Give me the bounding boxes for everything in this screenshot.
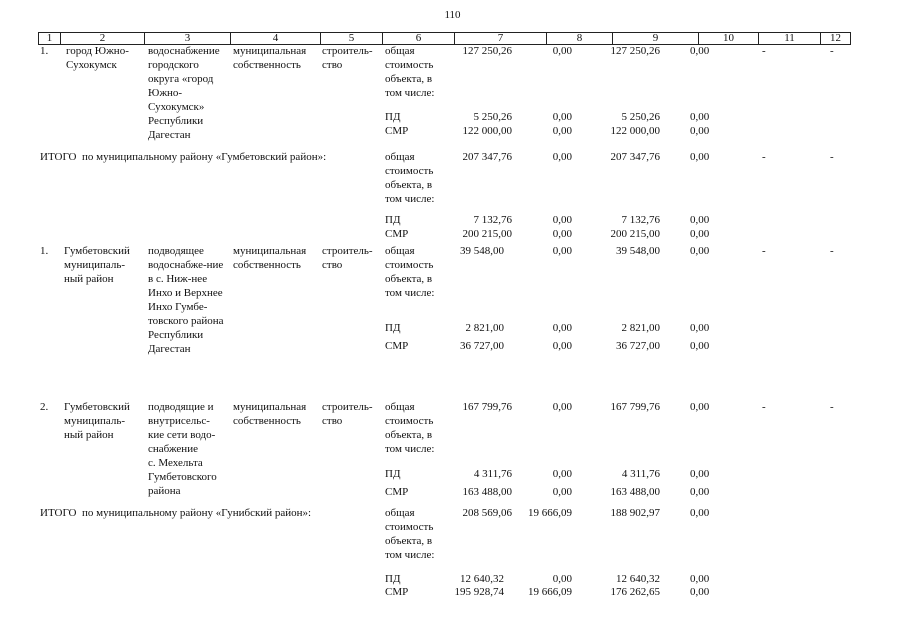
municipality-cell: Гумбетовский муниципаль- ный район — [64, 401, 130, 441]
value-col10: 0,00 — [690, 45, 710, 57]
smr-col7: 163 488,00 — [462, 486, 512, 498]
page-number: 110 — [444, 9, 461, 21]
smr-label: СМР — [385, 340, 409, 352]
smr-col8: 0,00 — [552, 125, 572, 137]
col-header: 8 — [547, 33, 613, 45]
col-header: 7 — [455, 33, 547, 45]
ownership-cell: муниципальная собственность — [233, 401, 307, 427]
value-col9: 127 250,26 — [610, 45, 660, 57]
pd-col7: 7 132,76 — [473, 214, 512, 226]
pd-col9: 4 311,76 — [621, 468, 660, 480]
col-header: 5 — [321, 33, 383, 45]
pd-col8: 0,00 — [552, 111, 572, 123]
value-col7: 127 250,26 — [462, 45, 512, 57]
smr-col9: 163 488,00 — [610, 486, 660, 498]
total-label: ИТОГО по муниципальному району «Гумбетовский район»: — [40, 151, 327, 163]
value-col7: 167 799,76 — [462, 401, 512, 413]
ownership-cell: муниципальная собственность — [233, 45, 307, 71]
row-number: 2. — [40, 401, 49, 413]
pd-label: ПД — [385, 111, 401, 123]
smr-col10: 0,00 — [690, 125, 710, 137]
smr-col9: 200 215,00 — [610, 228, 660, 240]
pd-label: ПД — [385, 468, 401, 480]
smr-col9: 122 000,00 — [610, 125, 660, 137]
object-name-cell: подводящие и внутрисельс- кие сети водо- снабжение с. Мехельта Гумбетовского района — [148, 401, 217, 497]
pd-col10: 0,00 — [690, 322, 710, 334]
col-header: 10 — [699, 33, 759, 45]
row-number: 1. — [40, 45, 49, 57]
pd-col10: 0,00 — [690, 111, 710, 123]
municipality-cell: город Южно- Сухокумск — [66, 45, 129, 71]
smr-col7: 195 928,74 — [454, 586, 504, 598]
value-col7: 39 548,00 — [460, 245, 504, 257]
value-col8: 19 666,09 — [528, 507, 572, 519]
value-col9: 167 799,76 — [610, 401, 660, 413]
cost-label-cell: общая стоимость объекта, в том числе: — [385, 45, 435, 99]
pd-label: ПД — [385, 214, 401, 226]
value-col11: - — [762, 401, 766, 413]
work-type-cell: строитель- ство — [322, 45, 373, 71]
smr-col10: 0,00 — [690, 486, 710, 498]
cost-label-cell: общая стоимость объекта, в том числе: — [385, 401, 435, 455]
ownership-cell: муниципальная собственность — [233, 245, 307, 271]
pd-label: ПД — [385, 573, 401, 585]
value-col11: - — [762, 151, 766, 163]
work-type-cell: строитель- ство — [322, 401, 373, 427]
pd-col8: 0,00 — [552, 214, 572, 226]
pd-col8: 0,00 — [552, 322, 572, 334]
value-col9: 188 902,97 — [610, 507, 660, 519]
smr-col8: 19 666,09 — [528, 586, 572, 598]
pd-col8: 0,00 — [552, 573, 572, 585]
smr-col7: 36 727,00 — [460, 340, 504, 352]
smr-col8: 0,00 — [552, 228, 572, 240]
value-col7: 208 569,06 — [462, 507, 512, 519]
smr-col10: 0,00 — [690, 228, 710, 240]
smr-label: СМР — [385, 125, 409, 137]
pd-col10: 0,00 — [690, 214, 710, 226]
smr-col9: 36 727,00 — [616, 340, 660, 352]
cost-label-cell: общая стоимость объекта, в том числе: — [385, 245, 435, 299]
value-col11: - — [762, 245, 766, 257]
pd-col9: 7 132,76 — [621, 214, 660, 226]
work-type-cell: строитель- ство — [322, 245, 373, 271]
col-header: 12 — [821, 33, 851, 45]
value-col12: - — [830, 45, 834, 57]
value-col10: 0,00 — [690, 245, 710, 257]
value-col10: 0,00 — [690, 401, 710, 413]
col-header: 11 — [759, 33, 821, 45]
total-label: ИТОГО по муниципальному району «Гунибский район»: — [40, 507, 312, 519]
smr-col10: 0,00 — [690, 586, 710, 598]
value-col7: 207 347,76 — [462, 151, 512, 163]
col-header: 3 — [145, 33, 231, 45]
pd-col9: 12 640,32 — [616, 573, 660, 585]
object-name-cell: подводящее водоснабже-ние в с. Ниж-нее Инхо и Верхнее Инхо Гумбе- товского района Республики Дагестан — [148, 245, 224, 355]
value-col9: 207 347,76 — [610, 151, 660, 163]
pd-col10: 0,00 — [690, 468, 710, 480]
cost-label-cell: общая стоимость объекта, в том числе: — [385, 151, 435, 205]
row-number: 1. — [40, 245, 49, 257]
col-header: 2 — [61, 33, 145, 45]
col-header: 4 — [231, 33, 321, 45]
cost-label-cell: общая стоимость объекта, в том числе: — [385, 507, 435, 561]
pd-col8: 0,00 — [552, 468, 572, 480]
value-col8: 0,00 — [552, 245, 572, 257]
pd-col7: 12 640,32 — [460, 573, 504, 585]
smr-col7: 122 000,00 — [462, 125, 512, 137]
pd-col9: 2 821,00 — [621, 322, 660, 334]
value-col12: - — [830, 245, 834, 257]
value-col8: 0,00 — [552, 45, 572, 57]
object-name-cell: водоснабжение городского округа «город Южно- Сухокумск» Республики Дагестан — [148, 45, 220, 141]
value-col9: 39 548,00 — [616, 245, 660, 257]
pd-col7: 5 250,26 — [473, 111, 512, 123]
value-col8: 0,00 — [552, 401, 572, 413]
smr-col8: 0,00 — [552, 486, 572, 498]
pd-col10: 0,00 — [690, 573, 710, 585]
pd-col9: 5 250,26 — [621, 111, 660, 123]
col-header: 6 — [383, 33, 455, 45]
value-col10: 0,00 — [690, 507, 710, 519]
smr-label: СМР — [385, 586, 409, 598]
value-col8: 0,00 — [552, 151, 572, 163]
value-col12: - — [830, 151, 834, 163]
pd-col7: 2 821,00 — [465, 322, 504, 334]
municipality-cell: Гумбетовский муниципаль- ный район — [64, 245, 130, 285]
value-col10: 0,00 — [690, 151, 710, 163]
smr-col10: 0,00 — [690, 340, 710, 352]
col-header: 1 — [39, 33, 61, 45]
pd-label: ПД — [385, 322, 401, 334]
smr-label: СМР — [385, 486, 409, 498]
pd-col7: 4 311,76 — [473, 468, 512, 480]
value-col12: - — [830, 401, 834, 413]
value-col11: - — [762, 45, 766, 57]
col-header: 9 — [613, 33, 699, 45]
smr-col8: 0,00 — [552, 340, 572, 352]
smr-label: СМР — [385, 228, 409, 240]
smr-col7: 200 215,00 — [462, 228, 512, 240]
smr-col9: 176 262,65 — [610, 586, 660, 598]
